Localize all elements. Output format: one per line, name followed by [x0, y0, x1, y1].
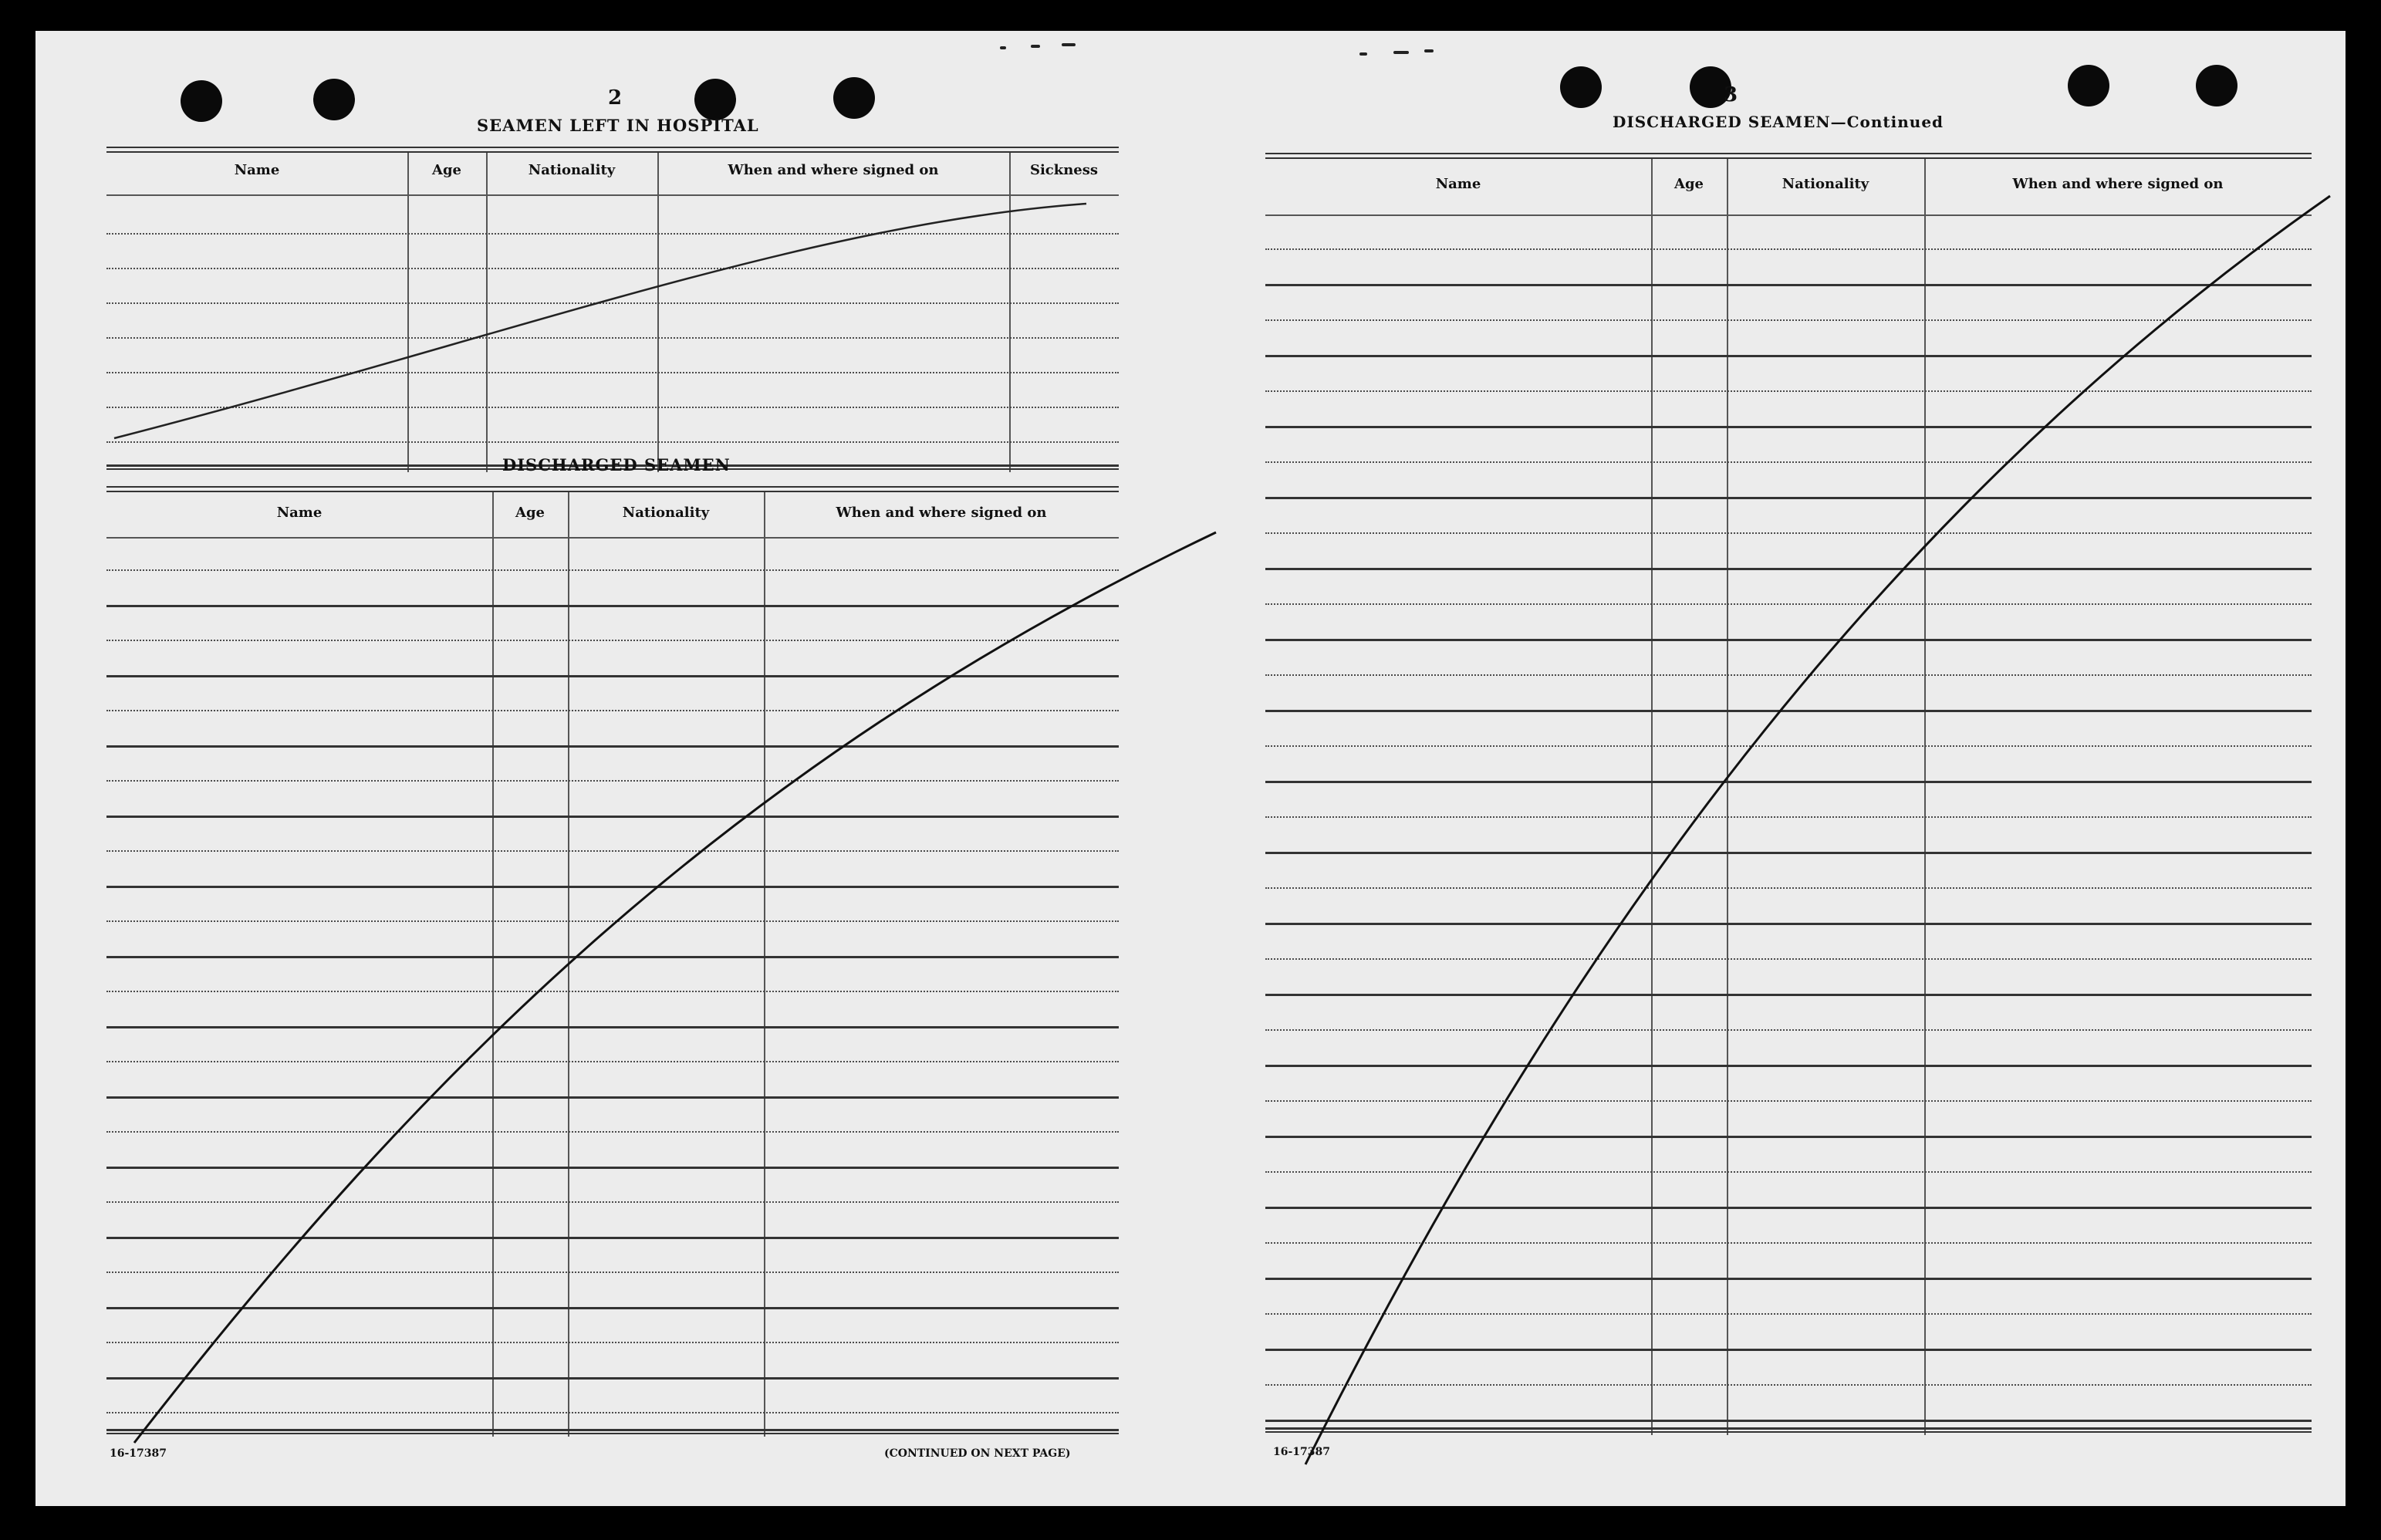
column-header-name: Name [1435, 176, 1481, 192]
column-header-name: Name [276, 505, 323, 521]
form-number-right: 16-17387 [1273, 1446, 1330, 1458]
form-number-left: 16-17387 [110, 1447, 167, 1460]
column-header-signed-on: When and where signed on [728, 162, 939, 178]
discharged-continued-title: DISCHARGED SEAMEN—Continued [1613, 113, 1944, 131]
discharged-section-title: DISCHARGED SEAMEN [502, 455, 731, 474]
strike-line-discharged-left [134, 532, 1216, 1443]
column-header-nationality: Nationality [622, 505, 710, 521]
column-header-age: Age [515, 505, 545, 521]
column-header-signed-on: When and where signed on [2012, 176, 2224, 192]
hospital-section-title: SEAMEN LEFT IN HOSPITAL [477, 116, 759, 135]
continued-note: (CONTINUED ON NEXT PAGE) [884, 1447, 1071, 1460]
strike-line-discharged-right [1305, 196, 2330, 1464]
column-header-nationality: Nationality [528, 162, 616, 178]
page-number-left: 2 [608, 86, 623, 110]
document-sheet [35, 31, 2346, 1506]
column-header-sickness: Sickness [1029, 162, 1099, 178]
pen-strike-marks [35, 31, 2346, 1506]
column-header-age: Age [431, 162, 461, 178]
column-header-age: Age [1673, 176, 1704, 192]
page-number-right: 3 [1724, 83, 1738, 106]
strike-line-hospital [114, 204, 1086, 438]
column-header-signed-on: When and where signed on [836, 505, 1047, 521]
column-header-name: Name [234, 162, 280, 178]
column-header-nationality: Nationality [1782, 176, 1869, 192]
